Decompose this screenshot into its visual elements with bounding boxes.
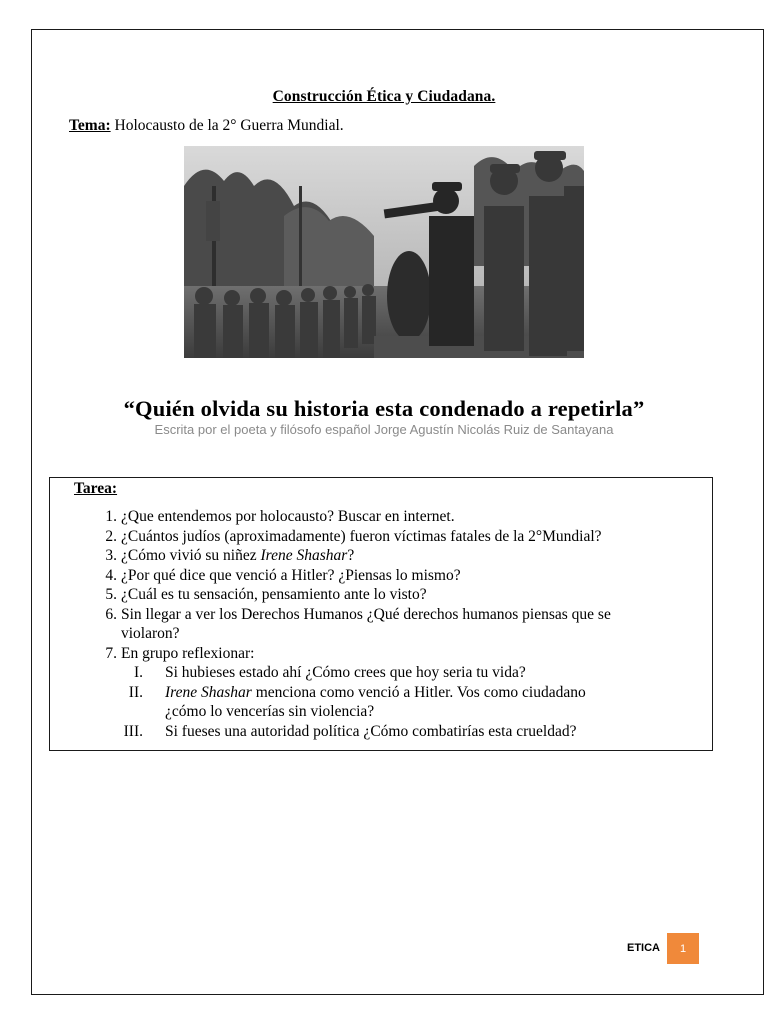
task-title: Tarea:: [74, 480, 118, 497]
question-text: violaron?: [121, 625, 180, 642]
historical-photo: [184, 146, 584, 358]
photo-illustration: [184, 146, 584, 358]
quote: “Quién olvida su historia esta condenado a repetirla”: [123, 396, 645, 421]
subquestion-number: I.: [133, 664, 143, 681]
person-name: Irene Shashar: [165, 684, 252, 701]
question-text-part: ¿Cómo vivió su niñez: [121, 547, 261, 564]
subquestion-text-part: menciona como venció a Hitler. Vos como ciudadano: [251, 684, 586, 701]
subquestion-number: II.: [128, 684, 143, 701]
page-number: 1: [667, 933, 699, 964]
question-number: 2.: [105, 528, 117, 545]
question-number: 7.: [105, 645, 117, 662]
subquestion-number: III.: [123, 723, 143, 740]
footer-label: ETICA: [627, 942, 660, 954]
subquestion-text: Si hubieses estado ahí ¿Cómo crees que hoy seria tu vida?: [165, 664, 526, 681]
quote-attribution: Escrita por el poeta y filósofo español Jorge Agustín Nicolás Ruiz de Santayana: [154, 422, 614, 437]
question-text: ¿Que entendemos por holocausto? Buscar en internet.: [121, 508, 455, 525]
question-text: ¿Cuántos judíos (aproximadamente) fueron víctimas fatales de la 2°Mundial?: [121, 528, 602, 545]
question-text: ¿Por qué dice que venció a Hitler? ¿Piensas lo mismo?: [121, 567, 461, 584]
question-text: [121, 546, 354, 566]
question-number: 1.: [105, 508, 117, 525]
topic-text: Holocausto de la 2° Guerra Mundial.: [110, 117, 344, 134]
subquestion-text: Si fueses una autoridad política ¿Cómo combatirías esta crueldad?: [165, 723, 577, 740]
topic-label: Tema:: [69, 117, 111, 134]
question-number: 4.: [105, 567, 117, 584]
document-heading: Construcción Ética y Ciudadana.: [272, 88, 496, 105]
question-number: 5.: [105, 586, 117, 603]
question-number: 6.: [105, 606, 117, 623]
person-name: Irene Shashar: [260, 547, 348, 564]
question-text: Sin llegar a ver los Derechos Humanos ¿Qué derechos humanos piensas que se: [121, 606, 611, 623]
subquestion-text: [165, 683, 586, 703]
subquestion-text: ¿cómo lo vencerías sin violencia?: [165, 703, 375, 720]
question-text-part: ?: [347, 547, 355, 564]
question-text: ¿Cuál es tu sensación, pensamiento ante lo visto?: [121, 586, 427, 603]
topic-line: [69, 117, 344, 135]
question-number: 3.: [105, 547, 117, 564]
question-text: En grupo reflexionar:: [121, 645, 255, 662]
